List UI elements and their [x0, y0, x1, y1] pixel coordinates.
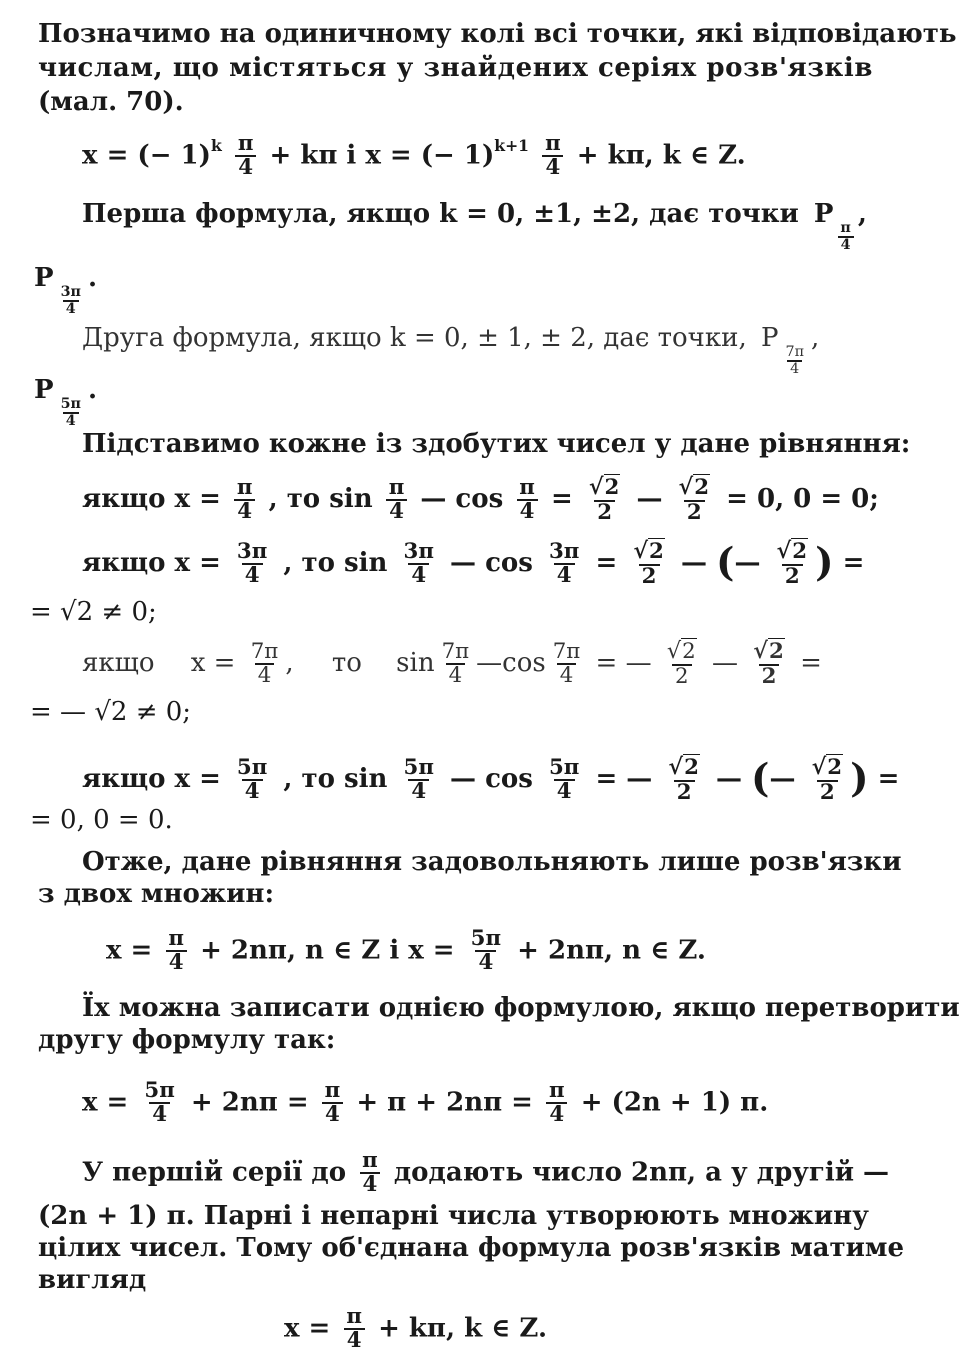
c1-sq: √	[588, 474, 604, 500]
para2-l1: Отже, дане рівняння задовольняють лише розв'язки	[82, 847, 902, 877]
c2-cos: — cos	[450, 547, 533, 578]
c2-sq: √	[633, 538, 649, 564]
c1-two: 2	[684, 500, 705, 524]
second-P: P	[760, 323, 779, 353]
formula2-pi: π	[168, 926, 185, 951]
c2-threepi: 3π	[403, 538, 434, 564]
formula1-eq: = (− 1)	[106, 140, 211, 171]
c2-r2: 2	[792, 539, 808, 564]
formula3-b: + π + 2nπ =	[356, 1087, 533, 1118]
second-comma: ,	[810, 323, 820, 353]
c2-to: , то sin	[283, 547, 388, 578]
c4-inner: —	[769, 763, 796, 794]
formula3-a: + 2nπ =	[190, 1087, 309, 1118]
para4-pi: π	[362, 1148, 378, 1173]
c3-sin: sin	[396, 647, 435, 678]
c4-sq: √	[668, 754, 684, 780]
first-dot: .	[87, 263, 98, 293]
c3-sevenpi: 7π	[250, 638, 279, 664]
c1-eq: =	[550, 483, 573, 514]
formula3-tail: + (2n + 1) π.	[580, 1087, 769, 1118]
formula3-pi: π	[324, 1078, 341, 1103]
first-P: P	[34, 263, 54, 293]
c4-minus: —	[715, 763, 742, 794]
second-formula-point	[34, 374, 97, 429]
formula3-four: 4	[546, 1102, 567, 1126]
c4-r2: 2	[684, 755, 699, 780]
para4-l3: цілих чисел. Тому об'єднана формула розв'язків матиме	[38, 1233, 905, 1263]
para4-l1a: У першій серії до	[82, 1157, 347, 1188]
c4-four: 4	[242, 779, 263, 803]
para4-l1b: додають число 2nπ, а у другій —	[393, 1157, 890, 1188]
formula3-fivepi: 5π	[144, 1078, 175, 1103]
case-4-result	[30, 804, 173, 836]
c3-sq: √	[753, 638, 768, 664]
formula3-pi: π	[549, 1078, 565, 1103]
second-four: 4	[787, 360, 802, 377]
first-formula-line	[82, 198, 867, 253]
c1-if: якщо x =	[82, 483, 221, 514]
c2-if: якщо x =	[82, 547, 221, 578]
substitute-line	[82, 428, 910, 460]
c4-fivepi: 5π	[548, 754, 580, 780]
formula1-k1: k+1	[494, 136, 530, 155]
c1-r2: 2	[604, 475, 620, 500]
para4-four: 4	[360, 1172, 381, 1196]
para1-line2	[38, 52, 874, 84]
c2-four: 4	[554, 563, 575, 587]
c4-open: (	[751, 755, 770, 802]
c1-minus: —	[636, 483, 663, 514]
first-four: 4	[838, 236, 854, 253]
c1-four: 4	[386, 499, 407, 523]
formula-4	[284, 1306, 547, 1353]
second-text: Друга формула, якщо k = 0, ± 1, ± 2, дає точки,	[82, 323, 747, 353]
para2-l2: з двох множин:	[38, 879, 275, 909]
first-four: 4	[63, 300, 79, 317]
c3-l2: = — √2 ≠ 0;	[30, 697, 192, 727]
c2-close: )	[815, 539, 834, 586]
c3-comma: ,	[285, 647, 294, 678]
c2-sq: √	[776, 538, 792, 564]
para4-line3	[38, 1232, 904, 1264]
c4-if: якщо x =	[82, 763, 221, 794]
second-P: P	[34, 375, 54, 405]
second-four: 4	[63, 412, 79, 429]
c3-four: 4	[557, 663, 577, 687]
formula2-mid: + 2nπ, n ∈ Z і x =	[200, 935, 455, 966]
c2-four: 4	[408, 563, 429, 587]
fraction-pi-4	[542, 133, 564, 180]
formula1-k: k	[210, 136, 222, 155]
c1-two: 2	[594, 500, 615, 524]
c1-four: 4	[234, 499, 255, 523]
c4-two: 2	[817, 780, 838, 804]
c4-eq: = —	[595, 763, 653, 794]
c4-sq: √	[811, 754, 827, 780]
c2-two: 2	[639, 564, 660, 588]
c2-threepi: 3π	[236, 538, 268, 564]
c3-tail: =	[800, 647, 822, 678]
first-formula-point	[34, 262, 97, 317]
c1-pi: π	[388, 474, 405, 500]
para1-line1	[38, 18, 957, 50]
formula1-x: x	[82, 140, 98, 171]
formula2-four: 4	[166, 950, 187, 974]
case-2	[82, 540, 864, 588]
formula1-pi: π	[545, 131, 561, 157]
c3-sevenpi: 7π	[441, 638, 470, 664]
para3-line1	[82, 992, 960, 1024]
c2-r2: 2	[649, 539, 664, 564]
c2-tail: =	[842, 547, 865, 578]
formula3-four: 4	[149, 1102, 170, 1126]
second-fivepi: 5π	[60, 396, 81, 412]
c4-r2: 2	[827, 755, 843, 780]
para2-line2	[38, 878, 274, 910]
first-comma: ,	[857, 199, 867, 229]
para3-line2	[38, 1024, 335, 1056]
c4-fivepi: 5π	[403, 754, 434, 780]
c4-l2: = 0, 0 = 0.	[30, 805, 173, 835]
c3-four: 4	[255, 663, 275, 687]
formula4-x: x =	[284, 1313, 331, 1344]
c3-two: 2	[759, 664, 780, 688]
c3-sq: √	[666, 638, 682, 664]
c1-pi: π	[236, 474, 253, 500]
c2-open: (	[716, 539, 735, 586]
c4-two: 2	[674, 780, 695, 804]
c1-four: 4	[517, 499, 538, 523]
c2-minus: —	[680, 547, 707, 578]
para4-line4	[38, 1264, 146, 1296]
case-2-result	[30, 596, 157, 628]
c3-r2: 2	[682, 639, 696, 664]
c4-tail: =	[877, 763, 900, 794]
para4-line2	[38, 1200, 869, 1232]
case-3	[82, 640, 822, 688]
c4-close: )	[850, 755, 869, 802]
formula-3	[82, 1080, 768, 1127]
formula1-four: 4	[542, 155, 563, 179]
c4-fivepi: 5π	[236, 754, 268, 780]
c4-four: 4	[554, 779, 575, 803]
c3-r2: 2	[768, 639, 784, 664]
c4-to: , то sin	[283, 763, 388, 794]
para3-l1: Їх можна записати однією формулою, якщо перетворити	[82, 993, 960, 1023]
c2-eq: =	[595, 547, 618, 578]
c3-if: якщо	[82, 647, 155, 678]
formula4-four: 4	[344, 1328, 365, 1352]
formula4-tail: + kπ, k ∈ Z.	[378, 1313, 548, 1344]
c2-threepi: 3π	[548, 538, 580, 564]
formula1-pk: + kπ і x = (− 1)	[269, 140, 495, 171]
c2-l2: = √2 ≠ 0;	[30, 597, 157, 627]
para1-line3	[38, 86, 184, 118]
c3-x: x =	[190, 647, 236, 678]
formula3-four: 4	[322, 1102, 343, 1126]
c4-cos: — cos	[450, 763, 533, 794]
c4-four: 4	[408, 779, 429, 803]
c3-four: 4	[446, 663, 466, 687]
formula4-pi: π	[346, 1304, 363, 1329]
c1-cos: — cos	[420, 483, 504, 514]
para2-line1	[82, 846, 902, 878]
c1-r2: 2	[694, 475, 710, 500]
first-P: P	[813, 199, 834, 229]
second-dot: .	[87, 375, 98, 405]
para4-line1	[82, 1150, 889, 1197]
para4-l4: вигляд	[38, 1265, 147, 1295]
fraction-pi-4	[235, 133, 257, 180]
second-sevenpi: 7π	[785, 344, 804, 360]
para3-l2: другу формулу так:	[38, 1025, 336, 1055]
formula3-x: x =	[82, 1087, 129, 1118]
case-1	[82, 476, 879, 524]
formula1-four: 4	[235, 155, 256, 179]
c3-two: 2	[672, 664, 692, 688]
c3-minus: —	[711, 647, 738, 678]
formula2-tail: + 2nπ, n ∈ Z.	[517, 935, 706, 966]
second-formula-line	[82, 322, 819, 377]
formula1-pi: π	[237, 131, 254, 157]
formula2-fivepi: 5π	[470, 926, 502, 951]
case-4	[82, 756, 899, 804]
para4-l2: (2n + 1) π. Парні і непарні числа утворюють множину	[38, 1201, 869, 1231]
formula-2	[106, 928, 706, 975]
c2-two: 2	[782, 564, 803, 588]
c1-sq: √	[678, 474, 694, 500]
first-threepi: 3π	[60, 284, 81, 300]
para1-l1: Позначимо на одиничному колі всі точки, які відповідають	[38, 19, 957, 49]
c1-tail: = 0, 0 = 0;	[726, 483, 879, 514]
formula1-tail: + kπ, k ∈ Z.	[576, 140, 746, 171]
formula2-x: x =	[106, 935, 153, 966]
c1-pi: π	[519, 474, 535, 500]
first-pi: π	[840, 220, 851, 236]
c1-to: , то sin	[268, 483, 373, 514]
para1-l3: (мал. 70).	[38, 87, 184, 117]
para1-l2: числам, що містяться у знайдених серіях розв'язків	[38, 53, 874, 83]
subst-text: Підставимо кожне із здобутих чисел у дане рівняння:	[82, 429, 911, 459]
c3-sevenpi: 7π	[552, 638, 581, 664]
c2-inner: —	[734, 547, 761, 578]
c3-cos: —cos	[476, 647, 546, 678]
c3-eq: = —	[595, 647, 652, 678]
c3-to: то	[331, 647, 362, 678]
formula-1	[82, 130, 746, 180]
formula2-four: 4	[475, 950, 496, 974]
c2-four: 4	[242, 563, 263, 587]
case-3-result	[30, 696, 191, 728]
first-text: Перша формула, якщо k = 0, ±1, ±2, дає точки	[82, 199, 799, 229]
